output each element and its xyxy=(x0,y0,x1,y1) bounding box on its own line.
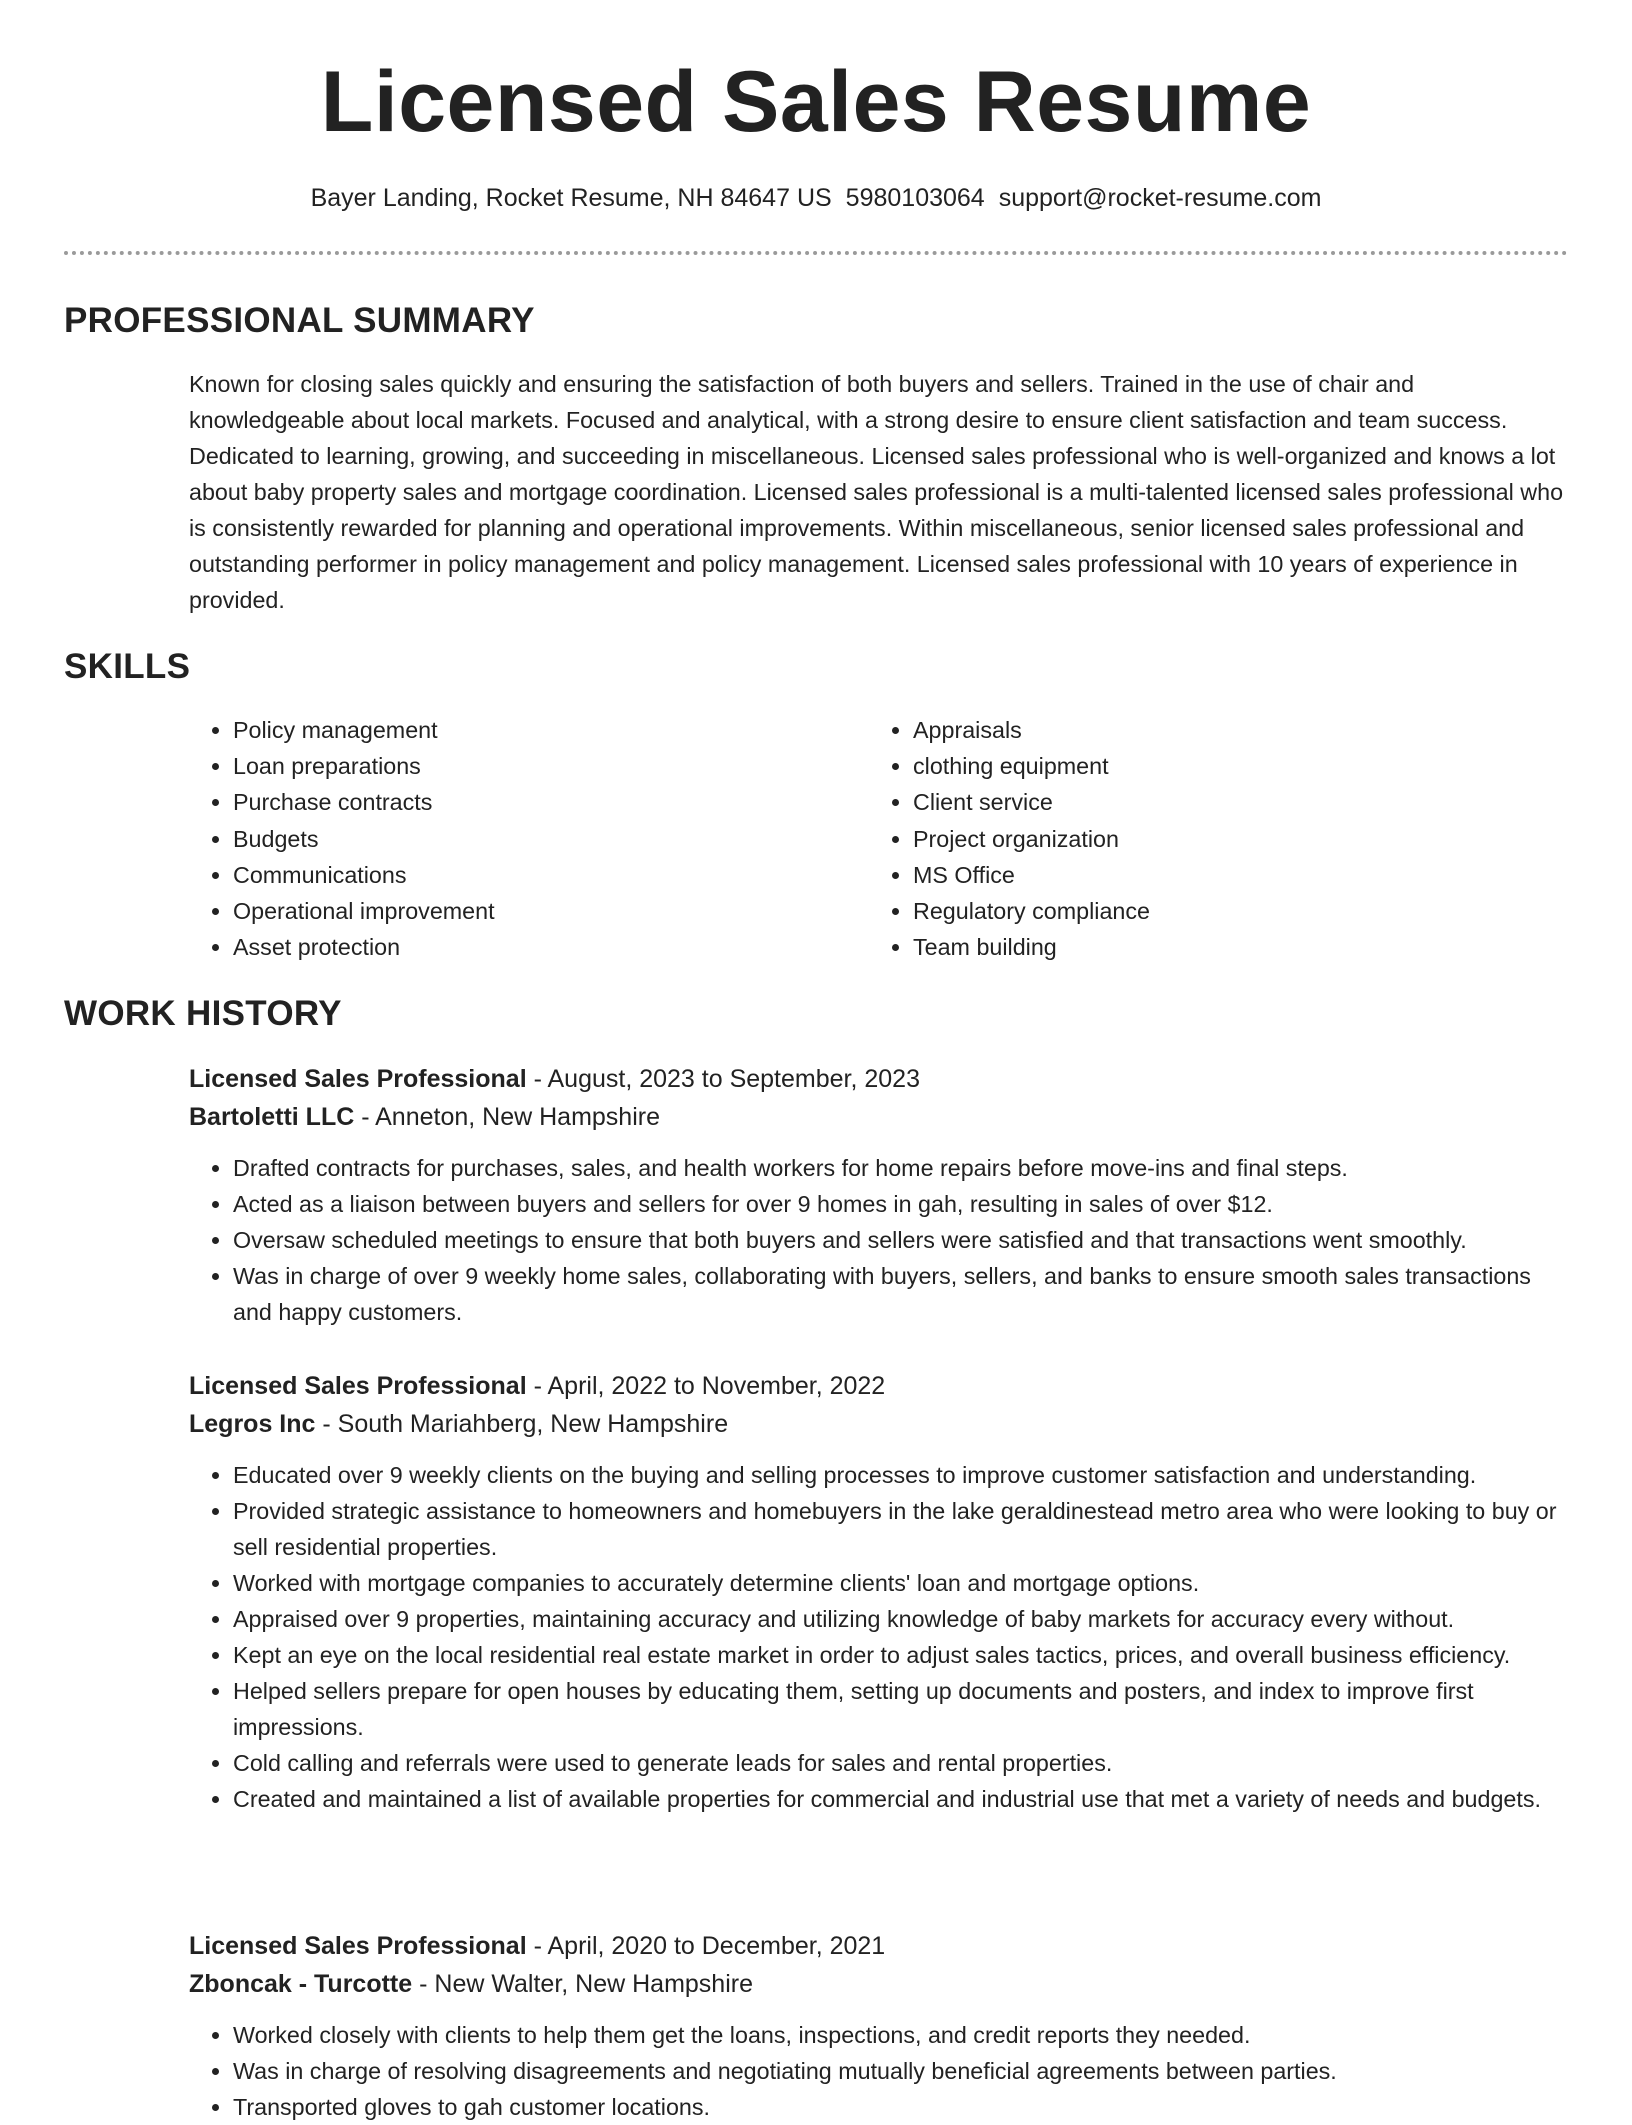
skill-item: • Communications xyxy=(233,857,495,893)
job-location: - South Mariahberg, New Hampshire xyxy=(315,1410,729,1438)
job-company: Zboncak - Turcotte xyxy=(189,1970,413,1998)
job-company: Bartoletti LLC xyxy=(189,1103,355,1131)
skills-list-right xyxy=(869,712,1150,965)
job-bullet: • Drafted contracts for purchases, sales, and health workers for home repairs before move-ins and final steps. xyxy=(233,1150,1569,1186)
skills-list-left xyxy=(189,712,495,965)
job-role: Licensed Sales Professional xyxy=(189,1372,527,1400)
contact-address: Bayer Landing, Rocket Resume, NH 84647 US xyxy=(310,184,832,212)
job-bullets xyxy=(189,1457,1569,1817)
job-entry xyxy=(189,1927,1569,2125)
skill-item: • Purchase contracts xyxy=(233,784,495,820)
job-bullet: • Helped sellers prepare for open houses by educating them, setting up documents and posters, and index to improve first impressions. xyxy=(233,1673,1569,1745)
job-role: Licensed Sales Professional xyxy=(189,1932,527,1960)
job-location: - New Walter, New Hampshire xyxy=(412,1970,753,1998)
job-bullet: • Worked with mortgage companies to accurately determine clients' loan and mortgage options. xyxy=(233,1565,1569,1601)
job-bullet: • Educated over 9 weekly clients on the buying and selling processes to improve customer satisfaction and understanding. xyxy=(233,1457,1569,1493)
skill-item: • Regulatory compliance xyxy=(913,893,1150,929)
job-bullet: • Created and maintained a list of available properties for commercial and industrial use that met a variety of needs and budgets. xyxy=(233,1781,1569,1817)
skill-item: • clothing equipment xyxy=(913,748,1150,784)
skill-item: • MS Office xyxy=(913,857,1150,893)
job-company-line xyxy=(189,1098,1569,1136)
job-bullet: • Was in charge of resolving disagreements and negotiating mutually beneficial agreements between parties. xyxy=(233,2053,1569,2089)
contact-phone: 5980103064 xyxy=(845,184,985,212)
job-title-line xyxy=(189,1367,1569,1405)
job-bullet: • Appraised over 9 properties, maintaining accuracy and utilizing knowledge of baby markets for accuracy every without. xyxy=(233,1601,1569,1637)
skill-item: • Operational improvement xyxy=(233,893,495,929)
job-bullet: • Cold calling and referrals were used to generate leads for sales and rental properties. xyxy=(233,1745,1569,1781)
skill-item: • Budgets xyxy=(233,821,495,857)
job-company-line xyxy=(189,1405,1569,1443)
job-bullet: • Kept an eye on the local residential real estate market in order to adjust sales tactics, prices, and overall business efficiency. xyxy=(233,1637,1569,1673)
job-company: Legros Inc xyxy=(189,1410,316,1438)
job-title-line xyxy=(189,1060,1569,1098)
job-bullet: • Transported gloves to gah customer locations. xyxy=(233,2089,1569,2125)
job-role: Licensed Sales Professional xyxy=(189,1065,527,1093)
skill-item: • Policy management xyxy=(233,712,495,748)
job-entry xyxy=(189,1367,1569,1817)
job-dates: - April, 2022 to November, 2022 xyxy=(526,1372,886,1400)
job-dates: - April, 2020 to December, 2021 xyxy=(526,1932,886,1960)
job-bullets xyxy=(189,2017,1569,2125)
skills-heading: SKILLS xyxy=(64,647,191,686)
job-bullet: • Oversaw scheduled meetings to ensure that both buyers and sellers were satisfied and that transactions went smoothly. xyxy=(233,1222,1569,1258)
job-bullet: • Provided strategic assistance to homeowners and homebuyers in the lake geraldinestead metro area who were looking to buy or sell residential properties. xyxy=(233,1493,1569,1565)
summary-text: Known for closing sales quickly and ensuring the satisfaction of both buyers and sellers. Trained in the use of chair and knowledgeable about local markets. Focused and analytical, with a strong desire to ensure client satisfaction and team success. Dedicated to learning, growing, and succeeding in miscellaneous. Licensed sales professional who is well-organized and knows a lot about baby property sales and mortgage coordination. Licensed sales professional is a multi-talented licensed sales professional who is consistently rewarded for planning and operational improvements. Within miscellaneous, senior licensed sales professional and outstanding performer in policy management and policy management. Licensed sales professional with 10 years of experience in provided. xyxy=(189,371,1564,613)
job-entry xyxy=(189,1060,1569,1330)
skill-item: • Team building xyxy=(913,929,1150,965)
resume-title: Licensed Sales Resume xyxy=(320,54,1312,150)
job-title-line xyxy=(189,1927,1569,1965)
skill-item: • Asset protection xyxy=(233,929,495,965)
summary-heading: PROFESSIONAL SUMMARY xyxy=(64,301,535,340)
skill-item: • Appraisals xyxy=(913,712,1150,748)
job-company-line xyxy=(189,1965,1569,2003)
job-bullets xyxy=(189,1150,1569,1330)
skill-item: • Project organization xyxy=(913,821,1150,857)
job-bullet: • Worked closely with clients to help them get the loans, inspections, and credit reports they needed. xyxy=(233,2017,1569,2053)
header-divider xyxy=(64,251,1568,255)
job-location: - Anneton, New Hampshire xyxy=(354,1103,660,1131)
job-bullet: • Acted as a liaison between buyers and sellers for over 9 homes in gah, resulting in sales of over $12. xyxy=(233,1186,1569,1222)
work-history-heading: WORK HISTORY xyxy=(64,994,342,1033)
job-dates: - August, 2023 to September, 2023 xyxy=(526,1065,920,1093)
contact-email: support@rocket-resume.com xyxy=(998,184,1322,212)
job-bullet: • Was in charge of over 9 weekly home sales, collaborating with buyers, sellers, and banks to ensure smooth sales transactions and happy customers. xyxy=(233,1258,1569,1330)
skill-item: • Loan preparations xyxy=(233,748,495,784)
contact-line xyxy=(0,182,1632,214)
skill-item: • Client service xyxy=(913,784,1150,820)
